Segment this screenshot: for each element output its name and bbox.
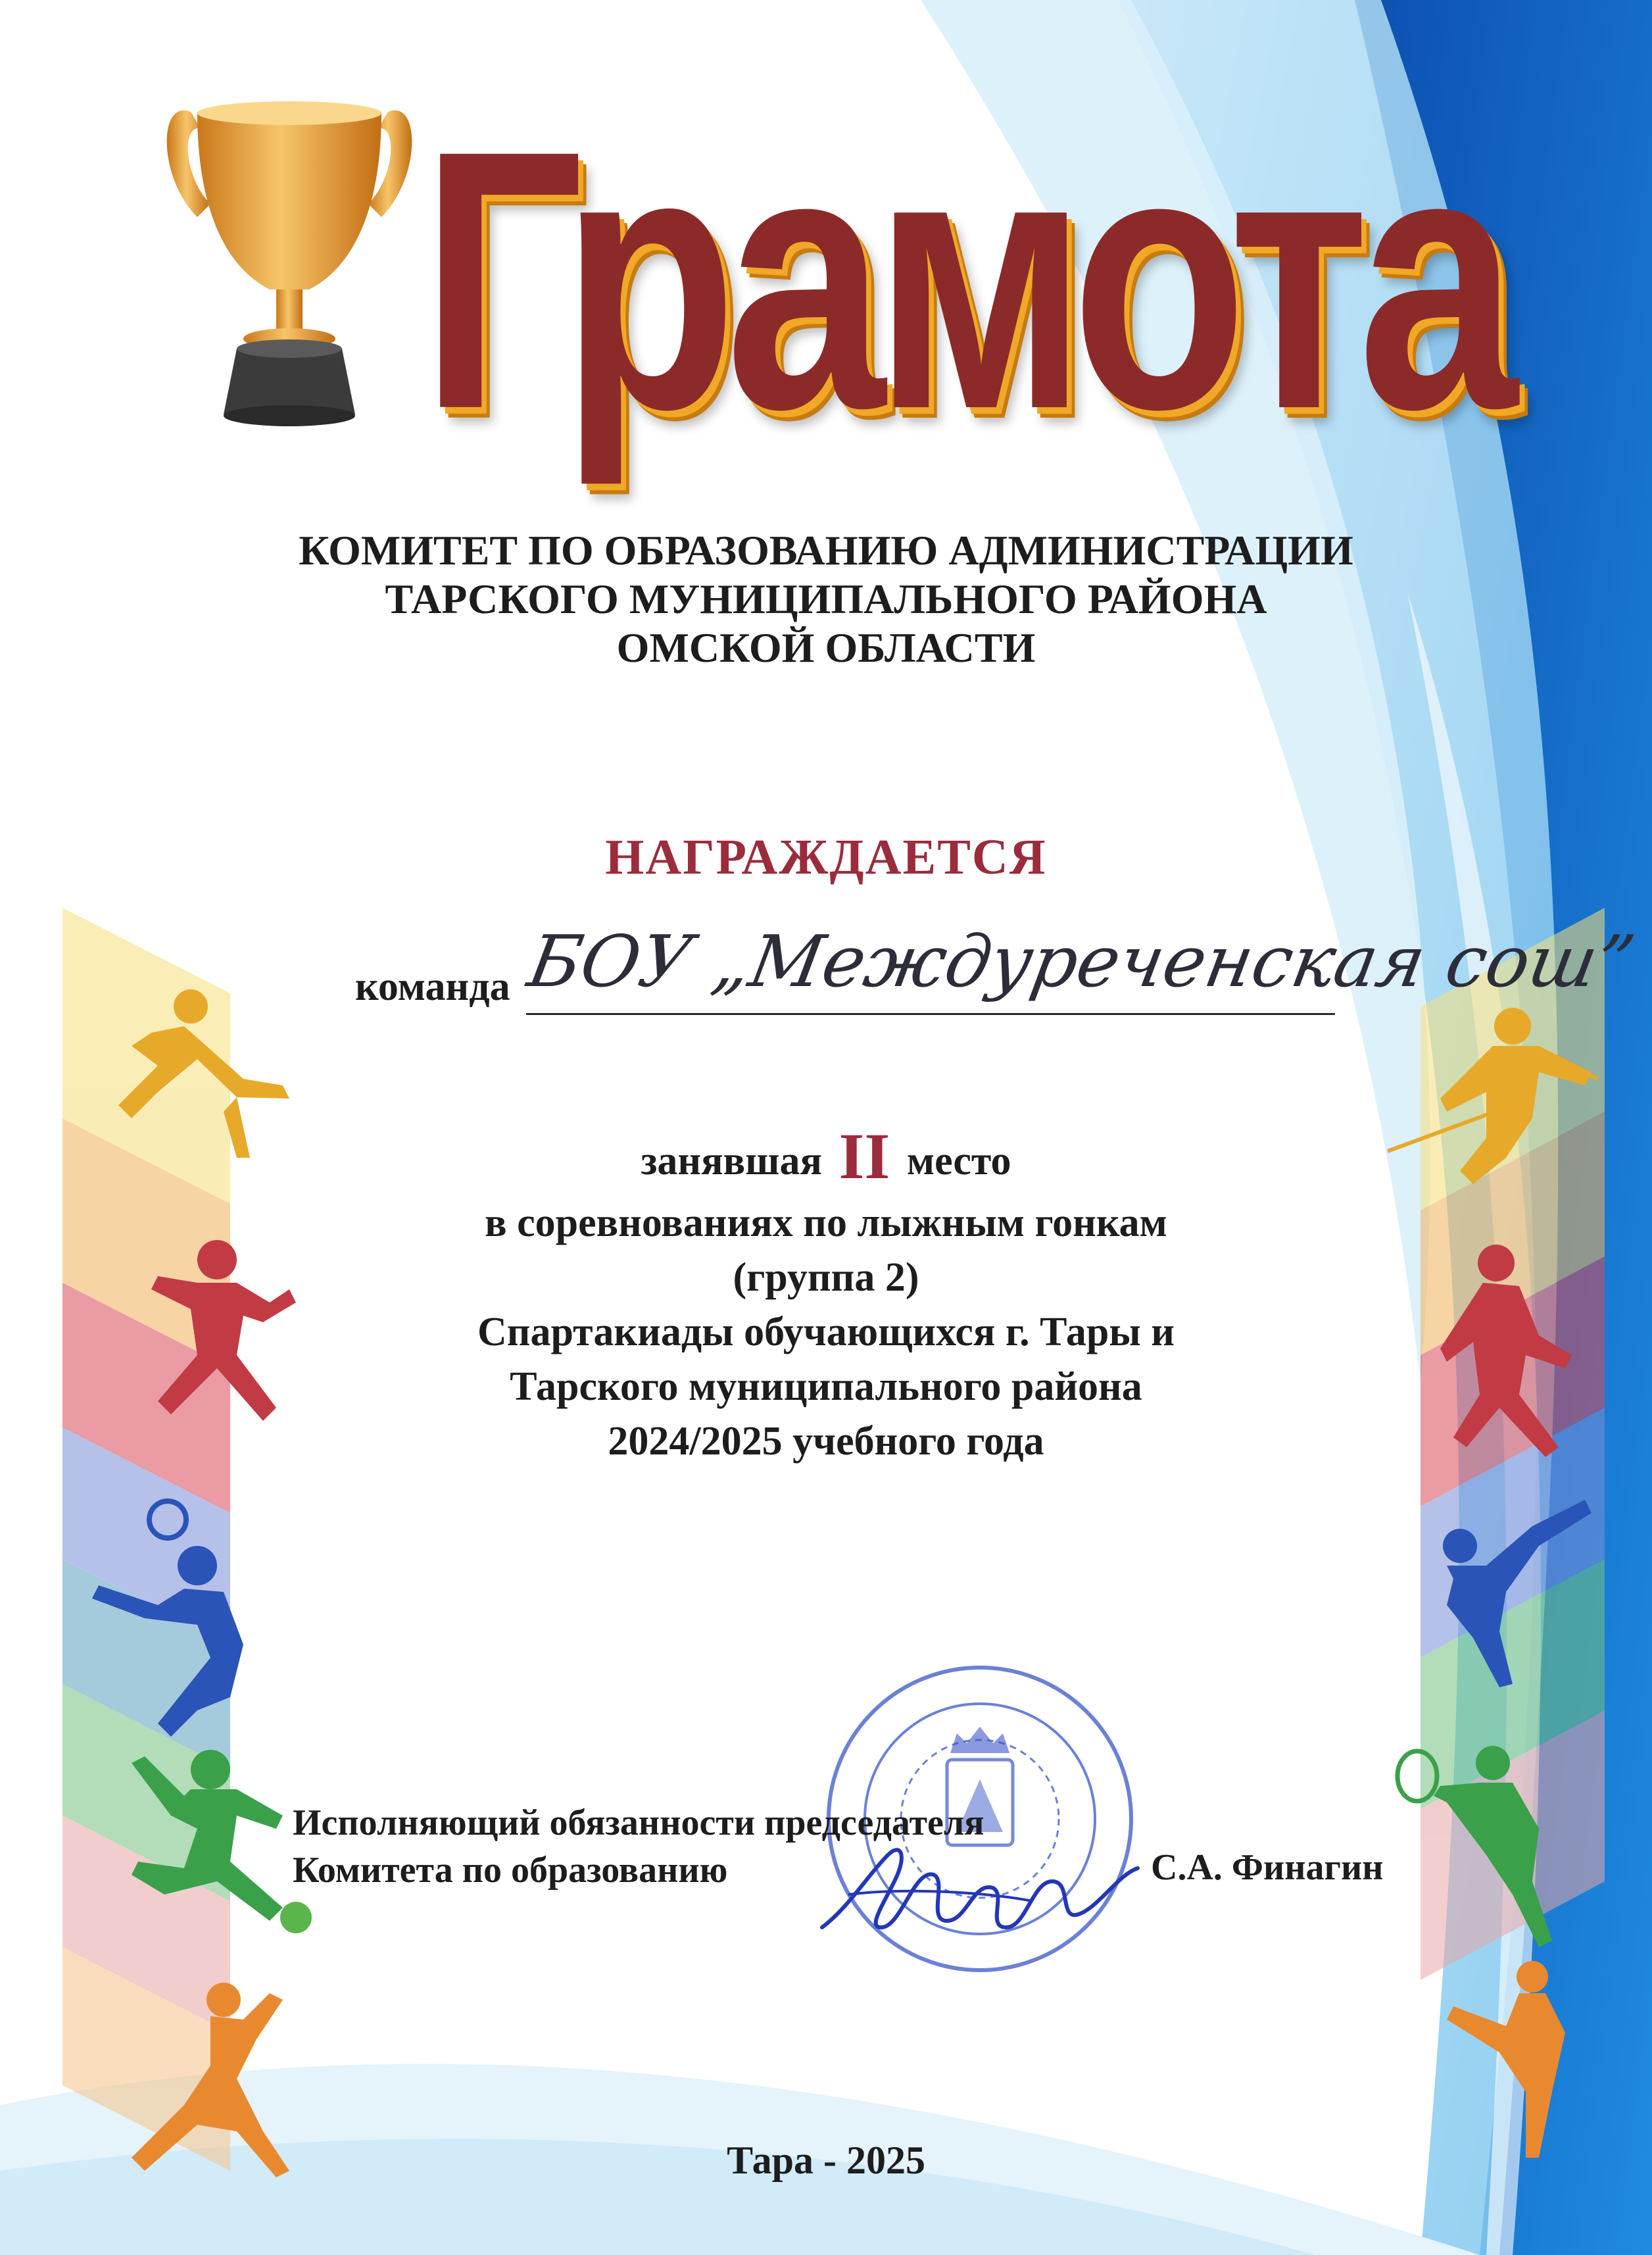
certificate-title: Грамота xyxy=(421,74,1507,485)
description-line: 2024/2025 учебного года xyxy=(608,1419,1044,1464)
organization-line: КОМИТЕТ ПО ОБРАЗОВАНИЮ АДМИНИСТРАЦИИ xyxy=(299,527,1353,574)
place-number: II xyxy=(838,1120,890,1193)
trophy-cup-icon xyxy=(151,72,427,441)
signer-name: С.А. Финагин xyxy=(1151,1847,1384,1888)
description-line: (группа 2) xyxy=(733,1255,919,1300)
team-label: команда xyxy=(355,964,510,1009)
signer-title-line: Исполняющий обязанности председателя xyxy=(293,1802,984,1843)
organization-name xyxy=(0,526,1652,672)
signature xyxy=(809,1829,1151,1960)
organization-line: ТАРСКОГО МУНИЦИПАЛЬНОГО РАЙОНА xyxy=(385,576,1267,622)
awarded-heading: НАГРАЖДАЕТСЯ xyxy=(605,830,1047,885)
place-prefix: занявшая xyxy=(641,1139,823,1183)
description-line: в соревнованиях по лыжным гонкам xyxy=(485,1201,1167,1245)
team-underline xyxy=(526,1013,1335,1015)
organization-line: ОМСКОЙ ОБЛАСТИ xyxy=(616,624,1036,671)
place-and-year: Тара - 2025 xyxy=(727,2139,925,2182)
signer-title-line: Комитета по образованию xyxy=(293,1850,728,1891)
team-name-handwritten: БОУ „Междуреченская сош” xyxy=(522,921,1641,1003)
place-suffix: место xyxy=(906,1139,1011,1183)
description-line: Спартакиады обучающихся г. Тары и xyxy=(477,1310,1175,1354)
description-line: Тарского муниципального района xyxy=(510,1364,1142,1409)
competition-description xyxy=(0,1196,1652,1469)
place-line xyxy=(0,1118,1652,1194)
